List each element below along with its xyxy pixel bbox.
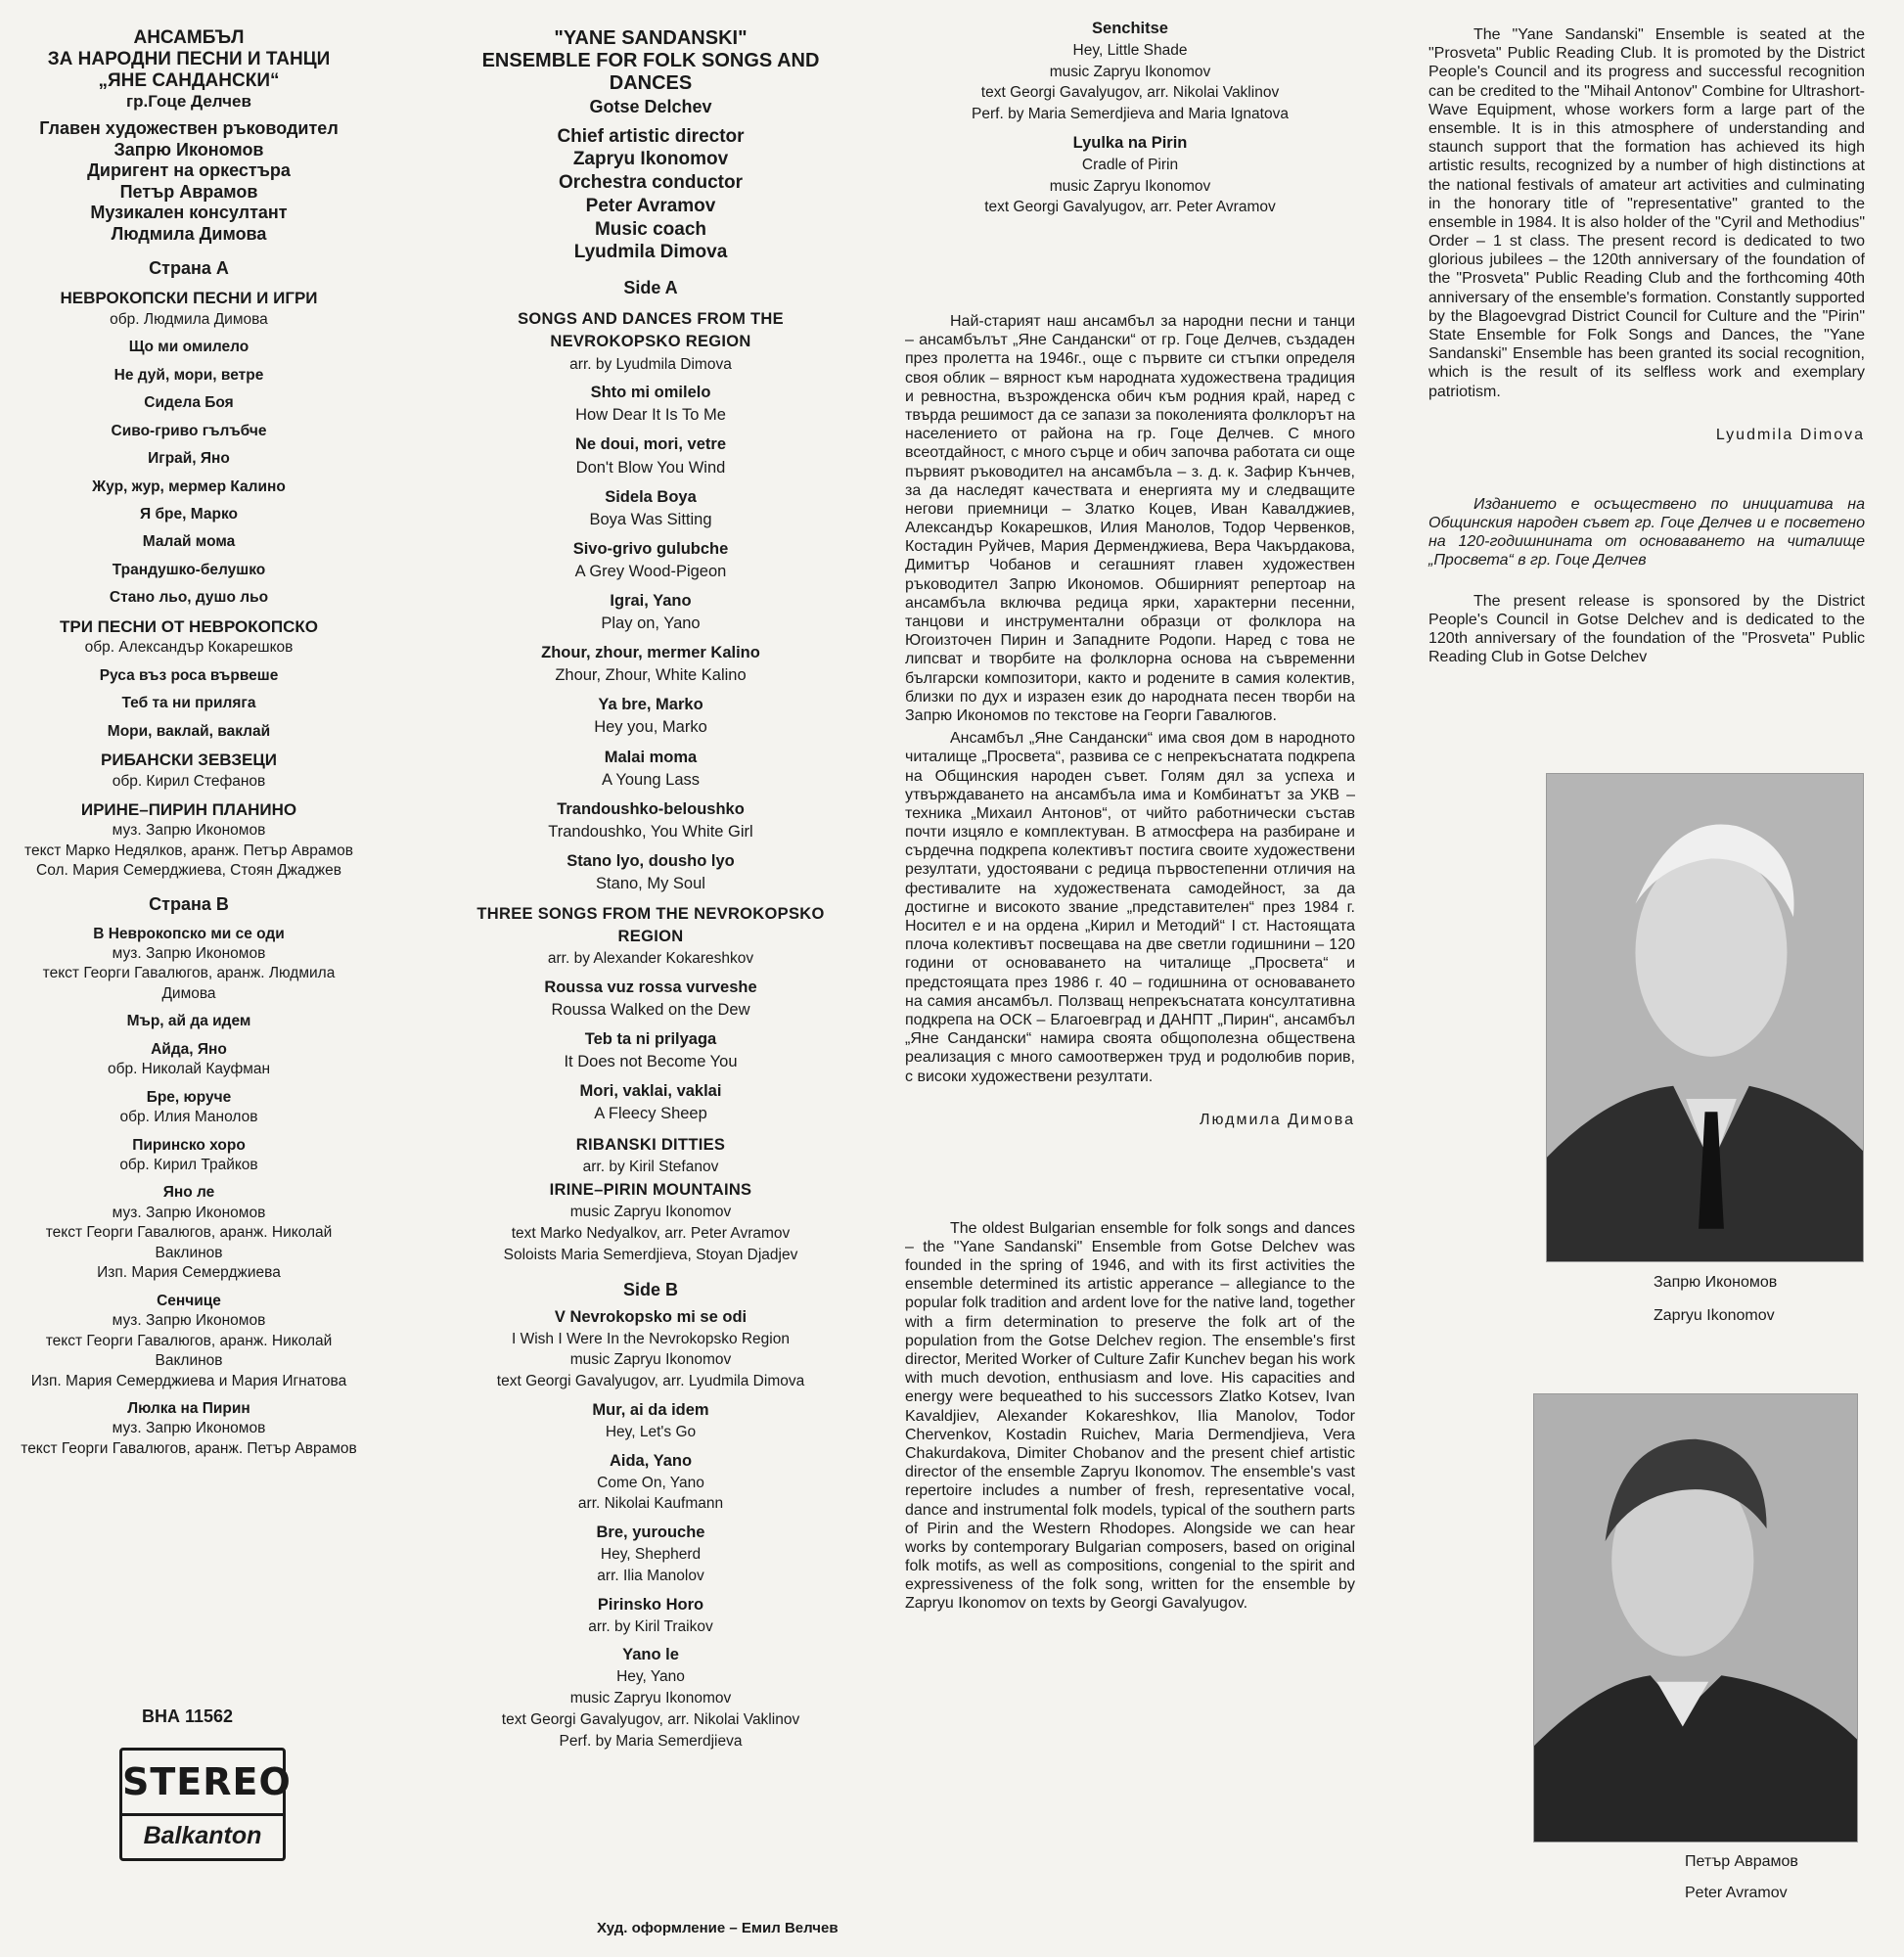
bg-essay-paragraph: Най-старият наш ансамбъл за народни песни и танци – ансамбълът „Яне Сандански“ от гр. Гоце Делчев, създаден през пролетта на 1946г., още с първите си стъпки определя своя облик – вярност към народната художествена традиция и ревностна, възрожденска обич към родния край, наред с твърда решимост да се запази за поколенията фолклорът на населението от района на гр. Гоце Делчев. С много всеотдайност, с много сърце и обич започва работата си още първият ръководител на ансамбъла – з. д. к. Зафир Кънчев, за да наследят качествата и енергията му и следващите негови приемници – Златко Коцев, Иван Кавалджиев, Александър Кокарешков, Илия Манолов, Тодор Червенков, Костадин Руйчев, Мария Дерменджиева, Вера Чакърдакова, Димитър Чобанов и сегашният главен художествен ръководител Запрю Икономов. Обширният репертоар на ансамбъла включва редица ярки, характерни песенни, танцови и инструментални образци от фолклора на Югоизточен Пирин и Западните Родопи. Наред с това не липсват и творбите на фолклорна основа на съвременни български композитори, както и родените в самия колектив, близки по дух и изразен език до народната песен творби на Запрю Икономов по текстове на Георги Гавалюгов. xyxy=(905,313,1355,724)
stereo-balkanton-logo xyxy=(119,1748,292,1861)
en-song-title: Igrai, Yano xyxy=(610,592,692,610)
bg-song-title: Руса въз роса вървеше xyxy=(99,666,279,684)
bg-song-note: обр. Илия Манолов xyxy=(119,1109,258,1126)
en-song-note: text Georgi Gavalyugov, arr. Peter Avramov xyxy=(984,199,1276,216)
en-song-note: Hey, Little Shade xyxy=(1072,42,1188,60)
en-song-note: text Georgi Gavalyugov, arr. Nikolai Vaklinov xyxy=(501,1710,800,1728)
portrait-caption-en: Zapryu Ikonomov xyxy=(1654,1307,1775,1324)
bg-essay-signature: Людмила Димова xyxy=(1200,1111,1355,1128)
en-song-note: music Zapryu Ikonomov xyxy=(569,1204,732,1221)
en-title: "YANE SANDANSKI" ENSEMBLE FOR FOLK SONGS AND DANCES Gotse Delchev xyxy=(481,27,820,116)
portrait-photo-icon xyxy=(1547,774,1863,1261)
en-song-note: music Zapryu Ikonomov xyxy=(1049,63,1211,80)
en-song-translation: Trandoushko, You White Girl xyxy=(548,822,753,841)
bg-song-note: муз. Запрю Икономов xyxy=(112,944,266,962)
bg-song-note: муз. Запрю Икономов xyxy=(112,822,266,840)
stereo-logo-text: STEREO xyxy=(122,1751,283,1816)
bg-song-note: текст Георги Гавалюгов, аранж. Петър Аврамов xyxy=(21,1439,357,1457)
en-group2-songs xyxy=(455,977,846,1126)
bg-song-title: Трандушко-белушко xyxy=(112,561,266,578)
en-arranger: arr. by Lyudmila Dimova xyxy=(569,355,732,373)
en-song-note: Cradle of Pirin xyxy=(1081,156,1179,173)
en-song-note: Soloists Maria Semerdjieva, Stoyan Djadjev xyxy=(503,1246,798,1263)
en-song-title: Teb ta ni prilyaga xyxy=(584,1030,717,1049)
bg-song-title: Мори, ваклай, ваклай xyxy=(107,722,271,740)
essay-continued-column xyxy=(1428,27,1865,670)
en-arranger: arr. by Alexander Kokareshkov xyxy=(547,950,754,968)
bg-song-note: текст Георги Гавалюгов, аранж. Николай Ваклинов xyxy=(45,1224,333,1261)
bulgarian-tracklist xyxy=(20,27,358,1459)
en-song-title: Sidela Boya xyxy=(605,487,697,506)
bg-group-heading: ТРИ ПЕСНИ ОТ НЕВРОКОПСКО xyxy=(60,616,318,636)
en-song-translation: Roussa Walked on the Dew xyxy=(551,1001,750,1020)
en-song-note: Hey, Let's Go xyxy=(605,1423,697,1440)
portrait-photo xyxy=(1546,773,1864,1262)
bg-song-title: Играй, Яно xyxy=(148,450,230,468)
en-song-note: Perf. by Maria Semerdjieva and Maria Ignatova xyxy=(972,106,1289,123)
essay-column xyxy=(905,20,1355,1617)
bg-song-title: Сидела Боя xyxy=(144,394,234,412)
en-group-heading: IRINE–PIRIN MOUNTAINS xyxy=(549,1181,752,1200)
bg-song-title: Жур, жур, мермер Калино xyxy=(92,478,286,495)
bg-song-title: Сенчице xyxy=(157,1292,221,1309)
en-song-translation: Play on, Yano xyxy=(601,614,701,633)
bg-group-heading: РИБАНСКИ ЗЕВЗЕЦИ xyxy=(101,751,277,770)
en-side-a-heading: Side A xyxy=(623,278,678,298)
bg-song-title: Люлка на Пирин xyxy=(127,1400,250,1418)
bg-side-b-list xyxy=(20,925,358,1460)
en-song-note: Hey, Yano xyxy=(616,1668,685,1686)
en-song-title: Mori, vaklai, vaklai xyxy=(579,1082,722,1101)
en-song-title: Yano le xyxy=(622,1646,679,1664)
en-song-note: Perf. by Maria Semerdjieva xyxy=(559,1732,743,1750)
en-song-translation: A Fleecy Sheep xyxy=(594,1105,707,1123)
catalog-number: ВНА 11562 xyxy=(142,1707,234,1726)
bg-song-title: Бре, юруче xyxy=(146,1088,232,1106)
en-song-note: Come On, Yano xyxy=(597,1474,704,1491)
bg-song-note: Изп. Мария Семерджиева xyxy=(97,1264,281,1282)
design-credit: Худ. оформление – Емил Велчев xyxy=(597,1920,839,1936)
sponsor-note-en: The present release is sponsored by the District People's Council in Gotse Delchev and is dedicated to the 120th anniversary of the foundation of the "Prosveta" Public Reading Club in Gotse Delchev xyxy=(1428,592,1865,666)
en-song-translation: Zhour, Zhour, White Kalino xyxy=(555,666,747,685)
en-song-title: Aida, Yano xyxy=(609,1451,693,1470)
en-song-title: Ya bre, Marko xyxy=(598,696,703,714)
bg-song-title: Айда, Яно xyxy=(151,1040,227,1058)
en-song-title: Bre, yurouche xyxy=(596,1524,705,1542)
en-group-heading: THREE SONGS FROM THE NEVROKOPSKO REGION xyxy=(476,905,825,946)
bg-arranger: обр. Кирил Стефанов xyxy=(112,772,266,790)
en-song-note: music Zapryu Ikonomov xyxy=(569,1351,732,1369)
en-side-b-list xyxy=(455,1306,846,1752)
sponsor-note-bg: Изданието е осъществено по инициатива на Общинския народен съвет гр. Гоце Делчев и е посветено на 120-годишнината от основаването на читалище „Просвета“ в гр. Гоце Делчев xyxy=(1428,495,1865,569)
en-song-title: Senchitse xyxy=(1092,20,1168,37)
en-song-translation: Don't Blow You Wind xyxy=(575,458,726,477)
en-song-title: Trandoushko-beloushko xyxy=(557,799,745,818)
bg-group-heading: ИРИНЕ–ПИРИН ПЛАНИНО xyxy=(80,799,297,819)
en-essay-signature: Lyudmila Dimova xyxy=(1715,426,1865,443)
en-song-title: Lyulka na Pirin xyxy=(1072,133,1188,152)
portrait-caption-bg: Запрю Икономов xyxy=(1654,1274,1778,1291)
en-song-note: Hey, Shepherd xyxy=(600,1546,702,1564)
bg-song-title: Яно ле xyxy=(162,1184,215,1202)
bg-title: АНСАМБЪЛ ЗА НАРОДНИ ПЕСНИ И ТАНЦИ „ЯНЕ САНДАНСКИ“ гр.Гоце Делчев xyxy=(47,27,331,111)
bg-song-note: муз. Запрю Икономов xyxy=(112,1420,266,1437)
bg-song-note: муз. Запрю Икономов xyxy=(112,1312,266,1330)
bg-song-title: Мър, ай да идем xyxy=(126,1013,251,1030)
bg-side-a-heading: Страна А xyxy=(149,257,229,278)
en-essay-paragraph: The "Yane Sandanski" Ensemble is seated at the "Prosveta" Public Reading Club. It is promoted by the District People's Council and its progress and successful recognition can be credited to the "Mihail Antonov" Combine for Ultrashort-Wave Equipment, whose workers form a large part of the ensemble. It is in this atmosphere of understanding and staunch support that the formation has achieved its high artistic results, recognized by a number of high distinctions at the national festivals of amateur art activities and culminating in the honorary title of "representative" granted to the ensemble in 1984. It is also holder of the "Cyril and Methodius" Order – 1 st class. The present record is dedicated to two glorious jubilees – the 120th anniversary of the foundation of the "Prosveta" Public Reading Club and the forthcoming 40th anniversary of the ensemble's formation. Constantly supported by the Blagoevgrad District Council for Culture and the "Pirin" State Ensemble for Folk Songs and Dances, the "Yane Sandanski" Ensemble has been granted its social recognition, which is the result of its selfless work and exemplary patriotism. xyxy=(1428,26,1865,400)
en-song-title: Zhour, zhour, mermer Kalino xyxy=(541,644,760,662)
en-song-translation: Boya Was Sitting xyxy=(589,510,712,528)
bg-song-note: муз. Запрю Икономов xyxy=(112,1204,266,1221)
portrait-photo-icon xyxy=(1534,1394,1857,1842)
bg-arranger: обр. Александър Кокарешков xyxy=(84,639,294,657)
en-side-b-heading: Side B xyxy=(622,1279,678,1299)
en-song-note: arr. Nikolai Kaufmann xyxy=(577,1495,724,1513)
bg-song-note: текст Георги Гавалюгов, аранж. Николай Ваклинов xyxy=(45,1332,333,1370)
en-song-note: arr. Ilia Manolov xyxy=(597,1567,704,1584)
bg-song-title: Теб та ни приляга xyxy=(121,695,256,712)
en-song-note: I Wish I Were In the Nevrokopsko Region xyxy=(511,1330,790,1347)
portrait-photo xyxy=(1533,1393,1858,1843)
en-song-title: Mur, ai da idem xyxy=(592,1400,709,1419)
bg-essay-paragraph: Ансамбъл „Яне Сандански“ има своя дом в народното читалище „Просвета“, развива се с непрекъснатата подкрепа на Общинския народен съвет. Голям дял за успеха и утвърждаването на ансамбъла има и Комбинатът за УКВ – техника „Михаил Антонов“, от чийто работнически състав почти изцяло е комплектуван. В атмосфера на разбиране и сърдечна подкрепа колективът постига своите художествени резултати, удостоявани с редица първостепенни отличия на фестивалите на художествената самодейност, за да достигне и високото звание „представителен“ през 1984 г. Носител е и на ордена „Кирил и Методий“ I ст. Настоящата плоча колективът посвещава на две светли годишнини – 120 години от основаването на читалище „Просвета“ и предстоящата през 1986 г. 40 – годишнина от основаването на самия ансамбъл. Ползващ непрекъснатата консултативна подкрепа на ОСК – Благоевград и ДАНПТ „Пирин“, ансамбъл „Яне Сандански“ намира своята общополезна обществена реализация с много самоотвержен труд и родолюбив порив, с високи художествени резултати. xyxy=(905,730,1355,1085)
bg-song-title: Я бре, Марко xyxy=(140,506,238,523)
en-song-title: Roussa vuz rossa vurveshe xyxy=(544,978,757,996)
en-group1-songs xyxy=(455,382,846,895)
bg-song-title: Пиринско хоро xyxy=(132,1136,246,1154)
en-song-note: arr. by Kiril Traikov xyxy=(588,1617,713,1635)
bg-song-note: текст Марко Недялков, аранж. Петър Аврамов xyxy=(24,842,353,859)
portrait-caption-bg: Петър Аврамов xyxy=(1685,1853,1798,1870)
en-group-heading: SONGS AND DANCES FROM THE NEVROKOPSKO REGION xyxy=(518,310,784,351)
en-song-title: Sivo-grivo gulubche xyxy=(572,539,729,558)
en-side-b-continued xyxy=(905,18,1355,218)
en-song-translation: Stano, My Soul xyxy=(596,875,705,893)
en-song-title: V Nevrokopsko mi se odi xyxy=(554,1307,748,1326)
en-song-translation: A Grey Wood-Pigeon xyxy=(574,562,727,580)
en-arranger: arr. by Kiril Stefanov xyxy=(582,1158,719,1175)
bg-credits: Главен художествен ръководител Запрю Икономов Диригент на оркестъра Петър Аврамов Музикален консултант Людмила Димова xyxy=(39,118,339,245)
bg-song-title: Стано льо, душо льо xyxy=(109,589,269,607)
portrait-caption-en: Peter Avramov xyxy=(1685,1885,1788,1901)
english-essay xyxy=(905,1219,1355,1614)
bg-arranger: обр. Людмила Димова xyxy=(110,310,268,328)
bg-song-title: Що ми омилело xyxy=(128,339,249,356)
bg-song-note: Изп. Мария Семерджиева и Мария Игнатова xyxy=(30,1372,347,1389)
en-song-translation: Hey you, Marko xyxy=(594,718,707,737)
en-essay-paragraph: The oldest Bulgarian ensemble for folk songs and dances – the "Yane Sandanski" Ensemble from Gotse Delchev was founded in the spring of 1946, and with its first activities the ensemble determined its artistic apperance – allegiance to the popular folk tradition and ardent love for the native land, together with a firm determination to preserve the folk art of the population from the Gotse Delchev region. The ensemble's first director, Merited Worker of Culture Zafir Kunchev began his work with much devotion, enthusiasm and love. His capacities and energy were bequeathed to his successors Zlatko Kotsev, Ivan Kavaldjiev, Alexander Kokareshkov, Ilia Manolov, Todor Chervenkov, Kostadin Ruichev, Maria Dermendjieva, Vera Chakurdakova, Dimiter Chobanov and the present chief artistic director of the ensemble Zapryu Ikonomov. The ensemble's vast repertoire includes a number of fresh, representative vocal, dance and instrumental folk models, typical of the southern parts of Pirin and the Western Rhodopes. Alongside we can hear works by contemporary Bulgarian composers, based on original folk motifs, as well as compositions, congenial to the spirit and expressiveness of the folk song, written for the ensemble by Zapryu Ikonomov on texts by Georgi Gavalyugov. xyxy=(905,1219,1355,1613)
en-song-title: Malai moma xyxy=(604,748,698,766)
en-song-note: text Marko Nedyalkov, arr. Peter Avramov xyxy=(511,1225,791,1243)
balkanton-logo-text: Balkanton xyxy=(143,1822,262,1849)
bg-song-title: Сиво-гриво гълъбче xyxy=(111,422,267,439)
en-song-title: Pirinsko Horo xyxy=(597,1595,704,1614)
en-song-note: music Zapryu Ikonomov xyxy=(569,1690,732,1707)
bg-side-b-heading: Страна В xyxy=(149,893,229,914)
bulgarian-essay xyxy=(905,312,1355,1129)
bg-song-title: Не дуй, мори, ветре xyxy=(113,366,264,384)
en-song-translation: It Does not Become You xyxy=(564,1053,738,1071)
en-credits: Chief artistic director Zapryu Ikonomov Orchestra conductor Peter Avramov Music coach Lyudmila Dimova xyxy=(557,125,745,263)
en-song-translation: A Young Lass xyxy=(601,770,700,789)
en-song-title: Ne doui, mori, vetre xyxy=(574,435,727,454)
en-song-note: text Georgi Gavalyugov, arr. Nikolai Vaklinov xyxy=(980,84,1280,102)
en-song-note: music Zapryu Ikonomov xyxy=(1049,177,1211,195)
bg-song-title: Малай мома xyxy=(142,533,236,551)
english-tracklist xyxy=(455,27,846,1752)
en-song-title: Stano lyo, dousho lyo xyxy=(567,851,735,870)
bg-song-note: Сол. Мария Семерджиева, Стоян Джаджев xyxy=(36,862,341,880)
en-group-heading: RIBANSKI DITTIES xyxy=(575,1135,726,1154)
en-song-note: text Georgi Gavalyugov, arr. Lyudmila Dimova xyxy=(496,1373,805,1390)
bg-song-note: обр. Николай Кауфман xyxy=(107,1061,271,1078)
en-song-title: Shto mi omilelo xyxy=(590,384,711,402)
bg-song-title: В Неврокопско ми се оди xyxy=(93,925,285,942)
bg-song-note: текст Георги Гавалюгов, аранж. Людмила Димова xyxy=(42,965,336,1002)
en-song-translation: How Dear It Is To Me xyxy=(575,406,726,425)
bg-song-note: обр. Кирил Трайков xyxy=(119,1157,258,1174)
bg-group-heading: НЕВРОКОПСКИ ПЕСНИ И ИГРИ xyxy=(60,289,318,308)
